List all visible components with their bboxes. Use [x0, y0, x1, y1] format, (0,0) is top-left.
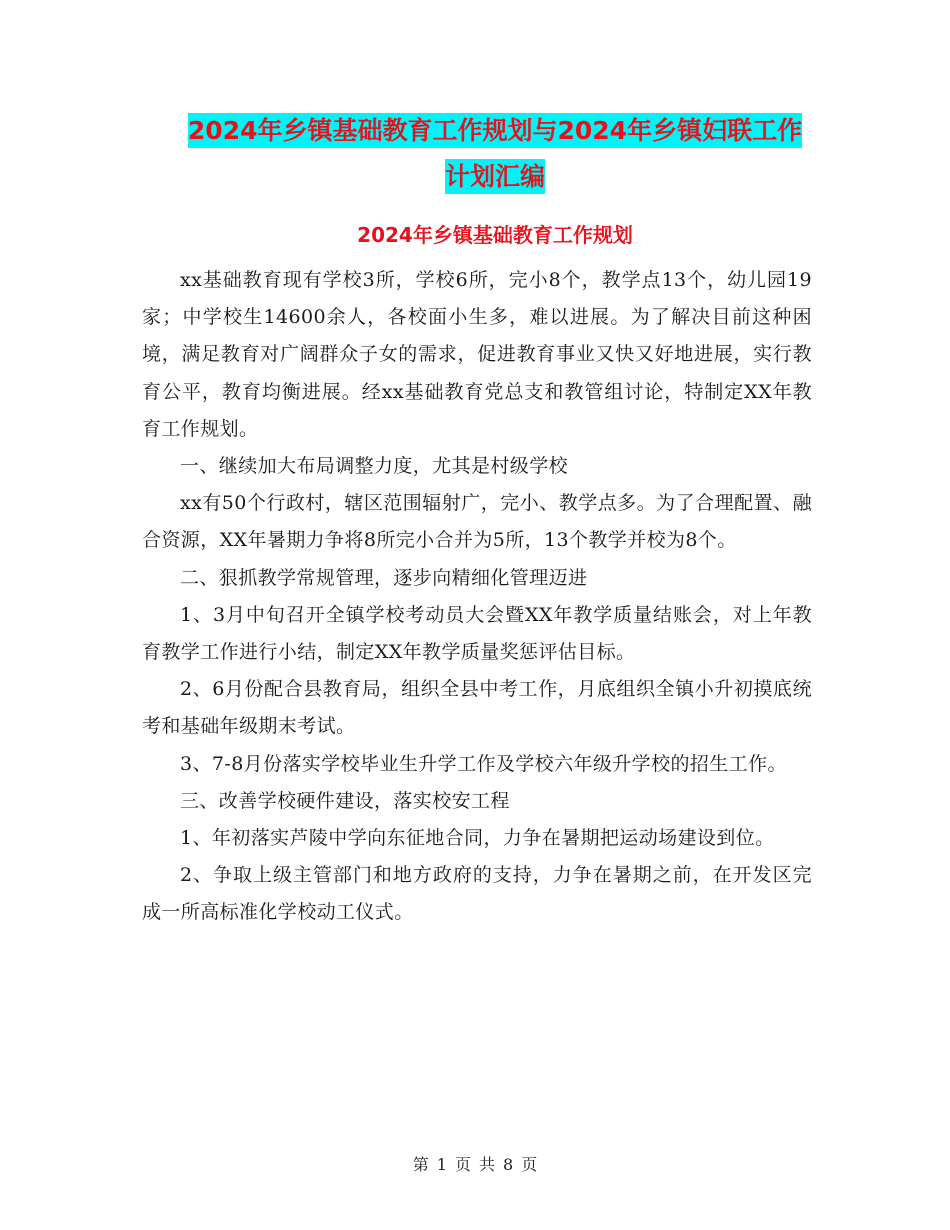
paragraph-school-merger: xx有50个行政村，辖区范围辐射广，完小、教学点多。为了合理配置、融合资源，XX年暑期力争将8所完小合并为5所，13个教学并校为8个。	[142, 492, 812, 552]
page-footer	[0, 1155, 950, 1175]
paragraph-item-new-school: 2、争取上级主管部门和地方政府的支持，力争在暑期之前，在开发区完成一所高标准化学校动工仪式。	[142, 864, 812, 924]
footer-page-number: 1	[436, 1155, 447, 1174]
document-title-line-2: 计划汇编	[445, 159, 545, 194]
paragraph-item-june: 2、6月份配合县教育局，组织全县中考工作，月底组织全镇小升初摸底统考和基础年级期末考试。	[142, 678, 812, 738]
section-title: 2024年乡镇基础教育工作规划	[357, 223, 633, 247]
footer-total-prefix: 共	[479, 1155, 496, 1174]
paragraph-item-july-august: 3、7-8月份落实学校毕业生升学工作及学校六年级升学校的招生工作。	[180, 752, 787, 775]
footer-page-prefix: 第	[412, 1155, 429, 1174]
heading-hardware-construction: 三、改善学校硬件建设，落实校安工程	[180, 789, 510, 812]
footer-page-mid: 页	[454, 1155, 471, 1174]
document-title	[140, 108, 850, 200]
footer-total-pages: 8	[503, 1155, 514, 1174]
paragraph-item-march: 1、3月中旬召开全镇学校考动员大会暨XX年教学质量结账会，对上年教育教学工作进行小结，制定XX年教学质量奖惩评估目标。	[142, 603, 812, 664]
heading-layout-adjustment: 一、继续加大布局调整力度，尤其是村级学校	[180, 455, 569, 478]
document-body	[142, 262, 812, 932]
paragraph-item-land-contract: 1、年初落实芦陵中学向东征地合同，力争在暑期把运动场建设到位。	[180, 827, 775, 850]
heading-teaching-management: 二、狠抓教学常规管理，逐步向精细化管理迈进	[180, 566, 588, 589]
document-title-line-1: 2024年乡镇基础教育工作规划与2024年乡镇妇联工作	[188, 113, 802, 148]
footer-total-suffix: 页	[521, 1155, 538, 1174]
paragraph-intro: xx基础教育现有学校3所，学校6所，完小8个，教学点13个，幼儿园19家；中学校生14600余人，各校面小生多，难以进展。为了解决目前这种困境，满足教育对广阔群众子女的需求，促进教育事业又快又好地进展，实行教育公平，教育均衡进展。经xx基础教育党总支和教管组讨论，特制定XX年教育工作规划。	[142, 269, 812, 440]
